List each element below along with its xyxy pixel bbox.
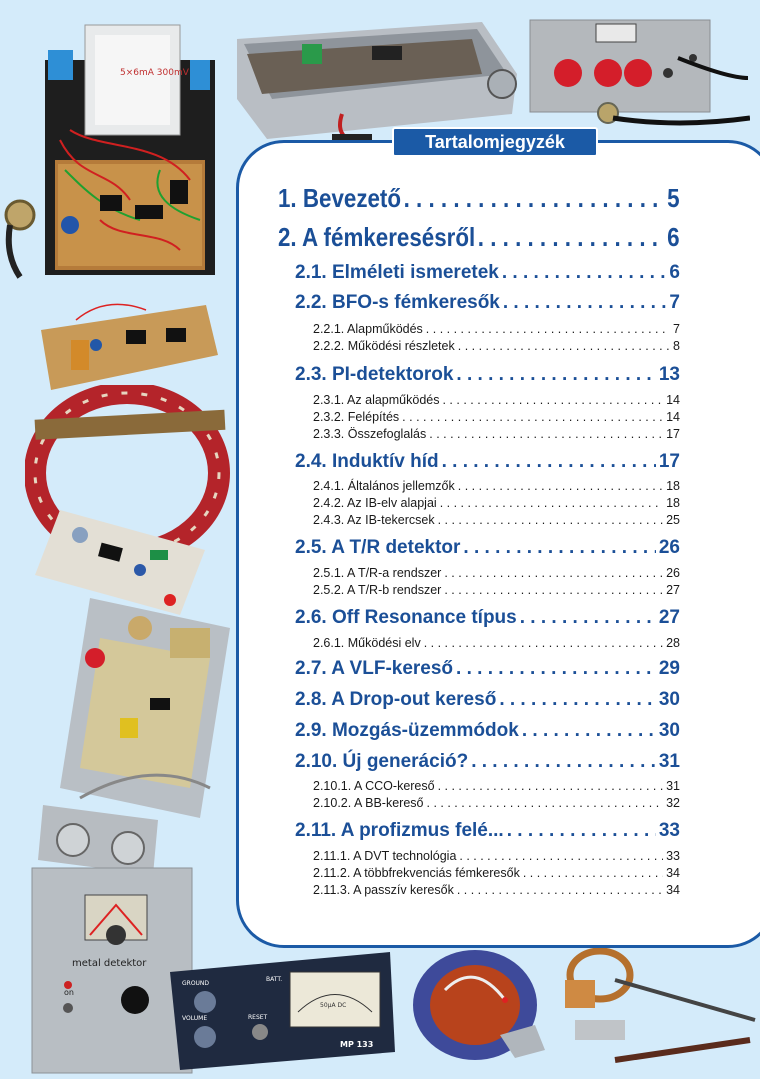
toc-entry[interactable] bbox=[295, 820, 680, 842]
toc-entry-page: 26 bbox=[658, 537, 680, 558]
toc-entry-label: 2.10.1. A CCO-kereső bbox=[313, 779, 435, 793]
toc-entry[interactable] bbox=[295, 364, 680, 386]
toc-entry-page: 18 bbox=[666, 479, 680, 493]
toc-entry-label: 2.6.1. Működési elv bbox=[313, 636, 421, 650]
toc-entry-page: 6 bbox=[667, 222, 680, 252]
toc-entry-page: 6 bbox=[669, 262, 680, 283]
toc-entry[interactable] bbox=[278, 183, 680, 214]
toc-entry[interactable] bbox=[313, 796, 680, 810]
toc-entry-page: 30 bbox=[658, 689, 680, 710]
toc-entry[interactable] bbox=[295, 658, 680, 680]
toc-entry-label: 2.5. A T/R detektor bbox=[295, 537, 461, 558]
toc-entry-page: 34 bbox=[666, 866, 680, 880]
toc-entry-label: 2.11. A profizmus felé... bbox=[295, 820, 504, 841]
toc-entry-label: 2.3.2. Felépítés bbox=[313, 410, 400, 424]
toc-entry-page: 31 bbox=[658, 751, 680, 772]
toc-entry[interactable] bbox=[313, 322, 680, 336]
toc-entry[interactable] bbox=[313, 779, 680, 793]
toc-entry-label: 2.10.2. A BB-kereső bbox=[313, 796, 424, 810]
toc-entry-page: 28 bbox=[666, 636, 680, 650]
transformer-label: 5×6mA 300mV bbox=[120, 68, 189, 78]
toc-entry[interactable] bbox=[295, 720, 680, 742]
toc-entry-page: 27 bbox=[666, 583, 680, 597]
toc-entry-label: 2.8. A Drop-out kereső bbox=[295, 689, 497, 710]
toc-entry[interactable] bbox=[295, 689, 680, 711]
toc-entry[interactable] bbox=[313, 866, 680, 880]
toc-entry[interactable] bbox=[295, 292, 680, 314]
toc-entry-page: 14 bbox=[666, 393, 680, 407]
toc-entry-label: 2.4.3. Az IB-tekercsek bbox=[313, 513, 435, 527]
toc-entry-page: 32 bbox=[666, 796, 680, 810]
mp-reset-label: RESET bbox=[248, 1014, 268, 1021]
toc-entry-label: 1. Bevezető bbox=[278, 183, 402, 213]
toc-entry[interactable] bbox=[295, 262, 680, 284]
toc-entry-page: 14 bbox=[666, 410, 680, 424]
mp-ground-label: GROUND bbox=[182, 980, 210, 987]
toc-entry-label: 2.7. A VLF-kereső bbox=[295, 658, 454, 679]
toc-entry-page: 25 bbox=[666, 513, 680, 527]
toc-entry[interactable] bbox=[313, 410, 680, 424]
toc-entry[interactable] bbox=[313, 849, 680, 863]
box-caption: metal detektor bbox=[72, 958, 147, 969]
page-title: Tartalomjegyzék bbox=[392, 127, 598, 157]
mp-meter-label: 50μA DC bbox=[320, 1002, 347, 1009]
toc-entry[interactable] bbox=[313, 566, 680, 580]
toc-entry-label: 2.3.3. Összefoglalás bbox=[313, 427, 427, 441]
toc-entry-label: 2.3.1. Az alapműködés bbox=[313, 393, 440, 407]
toc-entry[interactable] bbox=[295, 537, 680, 559]
toc-entry-page: 17 bbox=[666, 427, 680, 441]
toc-entry[interactable] bbox=[313, 393, 680, 407]
toc-entry-page: 27 bbox=[658, 607, 680, 628]
toc-entry-label: 2.4.2. Az IB-elv alapjai bbox=[313, 496, 437, 510]
toc-entry[interactable] bbox=[313, 513, 680, 527]
toc-entry-page: 7 bbox=[669, 292, 680, 313]
toc-entry-label: 2.10. Új generáció? bbox=[295, 751, 469, 772]
toc-entry-label: 2.4. Induktív híd bbox=[295, 451, 439, 472]
toc-entry-label: 2. A fémkeresésről bbox=[278, 222, 476, 252]
toc-entry[interactable] bbox=[295, 607, 680, 629]
toc-entry-page: 29 bbox=[658, 658, 680, 679]
toc-entry-page: 13 bbox=[658, 364, 680, 385]
toc-entry-page: 17 bbox=[658, 451, 680, 472]
toc-entry-page: 5 bbox=[667, 183, 680, 213]
toc-entry[interactable] bbox=[278, 222, 680, 253]
toc-entry-page: 18 bbox=[666, 496, 680, 510]
toc-entry-label: 2.5.2. A T/R-b rendszer bbox=[313, 583, 442, 597]
box-on-label: on bbox=[64, 988, 74, 997]
toc-entry-page: 34 bbox=[666, 883, 680, 897]
toc-entry-label: 2.2.2. Működési részletek bbox=[313, 339, 455, 353]
toc-entry-page: 8 bbox=[673, 339, 680, 353]
toc-entry-label: 2.1. Elméleti ismeretek bbox=[295, 262, 499, 283]
toc-entry-label: 2.4.1. Általános jellemzők bbox=[313, 479, 455, 493]
toc-entry-page: 7 bbox=[673, 322, 680, 336]
toc-entry-label: 2.9. Mozgás-üzemmódok bbox=[295, 720, 519, 741]
toc-entry-label: 2.11.1. A DVT technológia bbox=[313, 849, 457, 863]
toc-entry-page: 33 bbox=[658, 820, 680, 841]
toc-entry-label: 2.2. BFO-s fémkeresők bbox=[295, 292, 500, 313]
toc-entry[interactable] bbox=[313, 636, 680, 650]
toc-entry-page: 31 bbox=[666, 779, 680, 793]
toc-entry-label: 2.11.3. A passzív keresők bbox=[313, 883, 454, 897]
toc-entry-page: 33 bbox=[666, 849, 680, 863]
toc-entry[interactable] bbox=[313, 339, 680, 353]
toc-entry-label: 2.2.1. Alapműködés bbox=[313, 322, 423, 336]
toc-entry[interactable] bbox=[313, 883, 680, 897]
mp-brand-label: MP 133 bbox=[340, 1040, 374, 1049]
mp-volume-label: VOLUME bbox=[182, 1015, 208, 1022]
toc-entry[interactable] bbox=[313, 496, 680, 510]
toc-entry-label: 2.3. PI-detektorok bbox=[295, 364, 454, 385]
toc-entry[interactable] bbox=[295, 751, 680, 773]
toc-entry[interactable] bbox=[313, 583, 680, 597]
toc-entry[interactable] bbox=[295, 451, 680, 473]
toc-entry-page: 26 bbox=[666, 566, 680, 580]
toc-entry[interactable] bbox=[313, 427, 680, 441]
toc-entry-page: 30 bbox=[658, 720, 680, 741]
toc-entry-label: 2.11.2. A többfrekvenciás fémkeresők bbox=[313, 866, 520, 880]
toc-entry-label: 2.6. Off Resonance típus bbox=[295, 607, 517, 628]
toc-entry[interactable] bbox=[313, 479, 680, 493]
mp-batt-label: BATT. bbox=[266, 976, 283, 983]
toc-entry-label: 2.5.1. A T/R-a rendszer bbox=[313, 566, 442, 580]
